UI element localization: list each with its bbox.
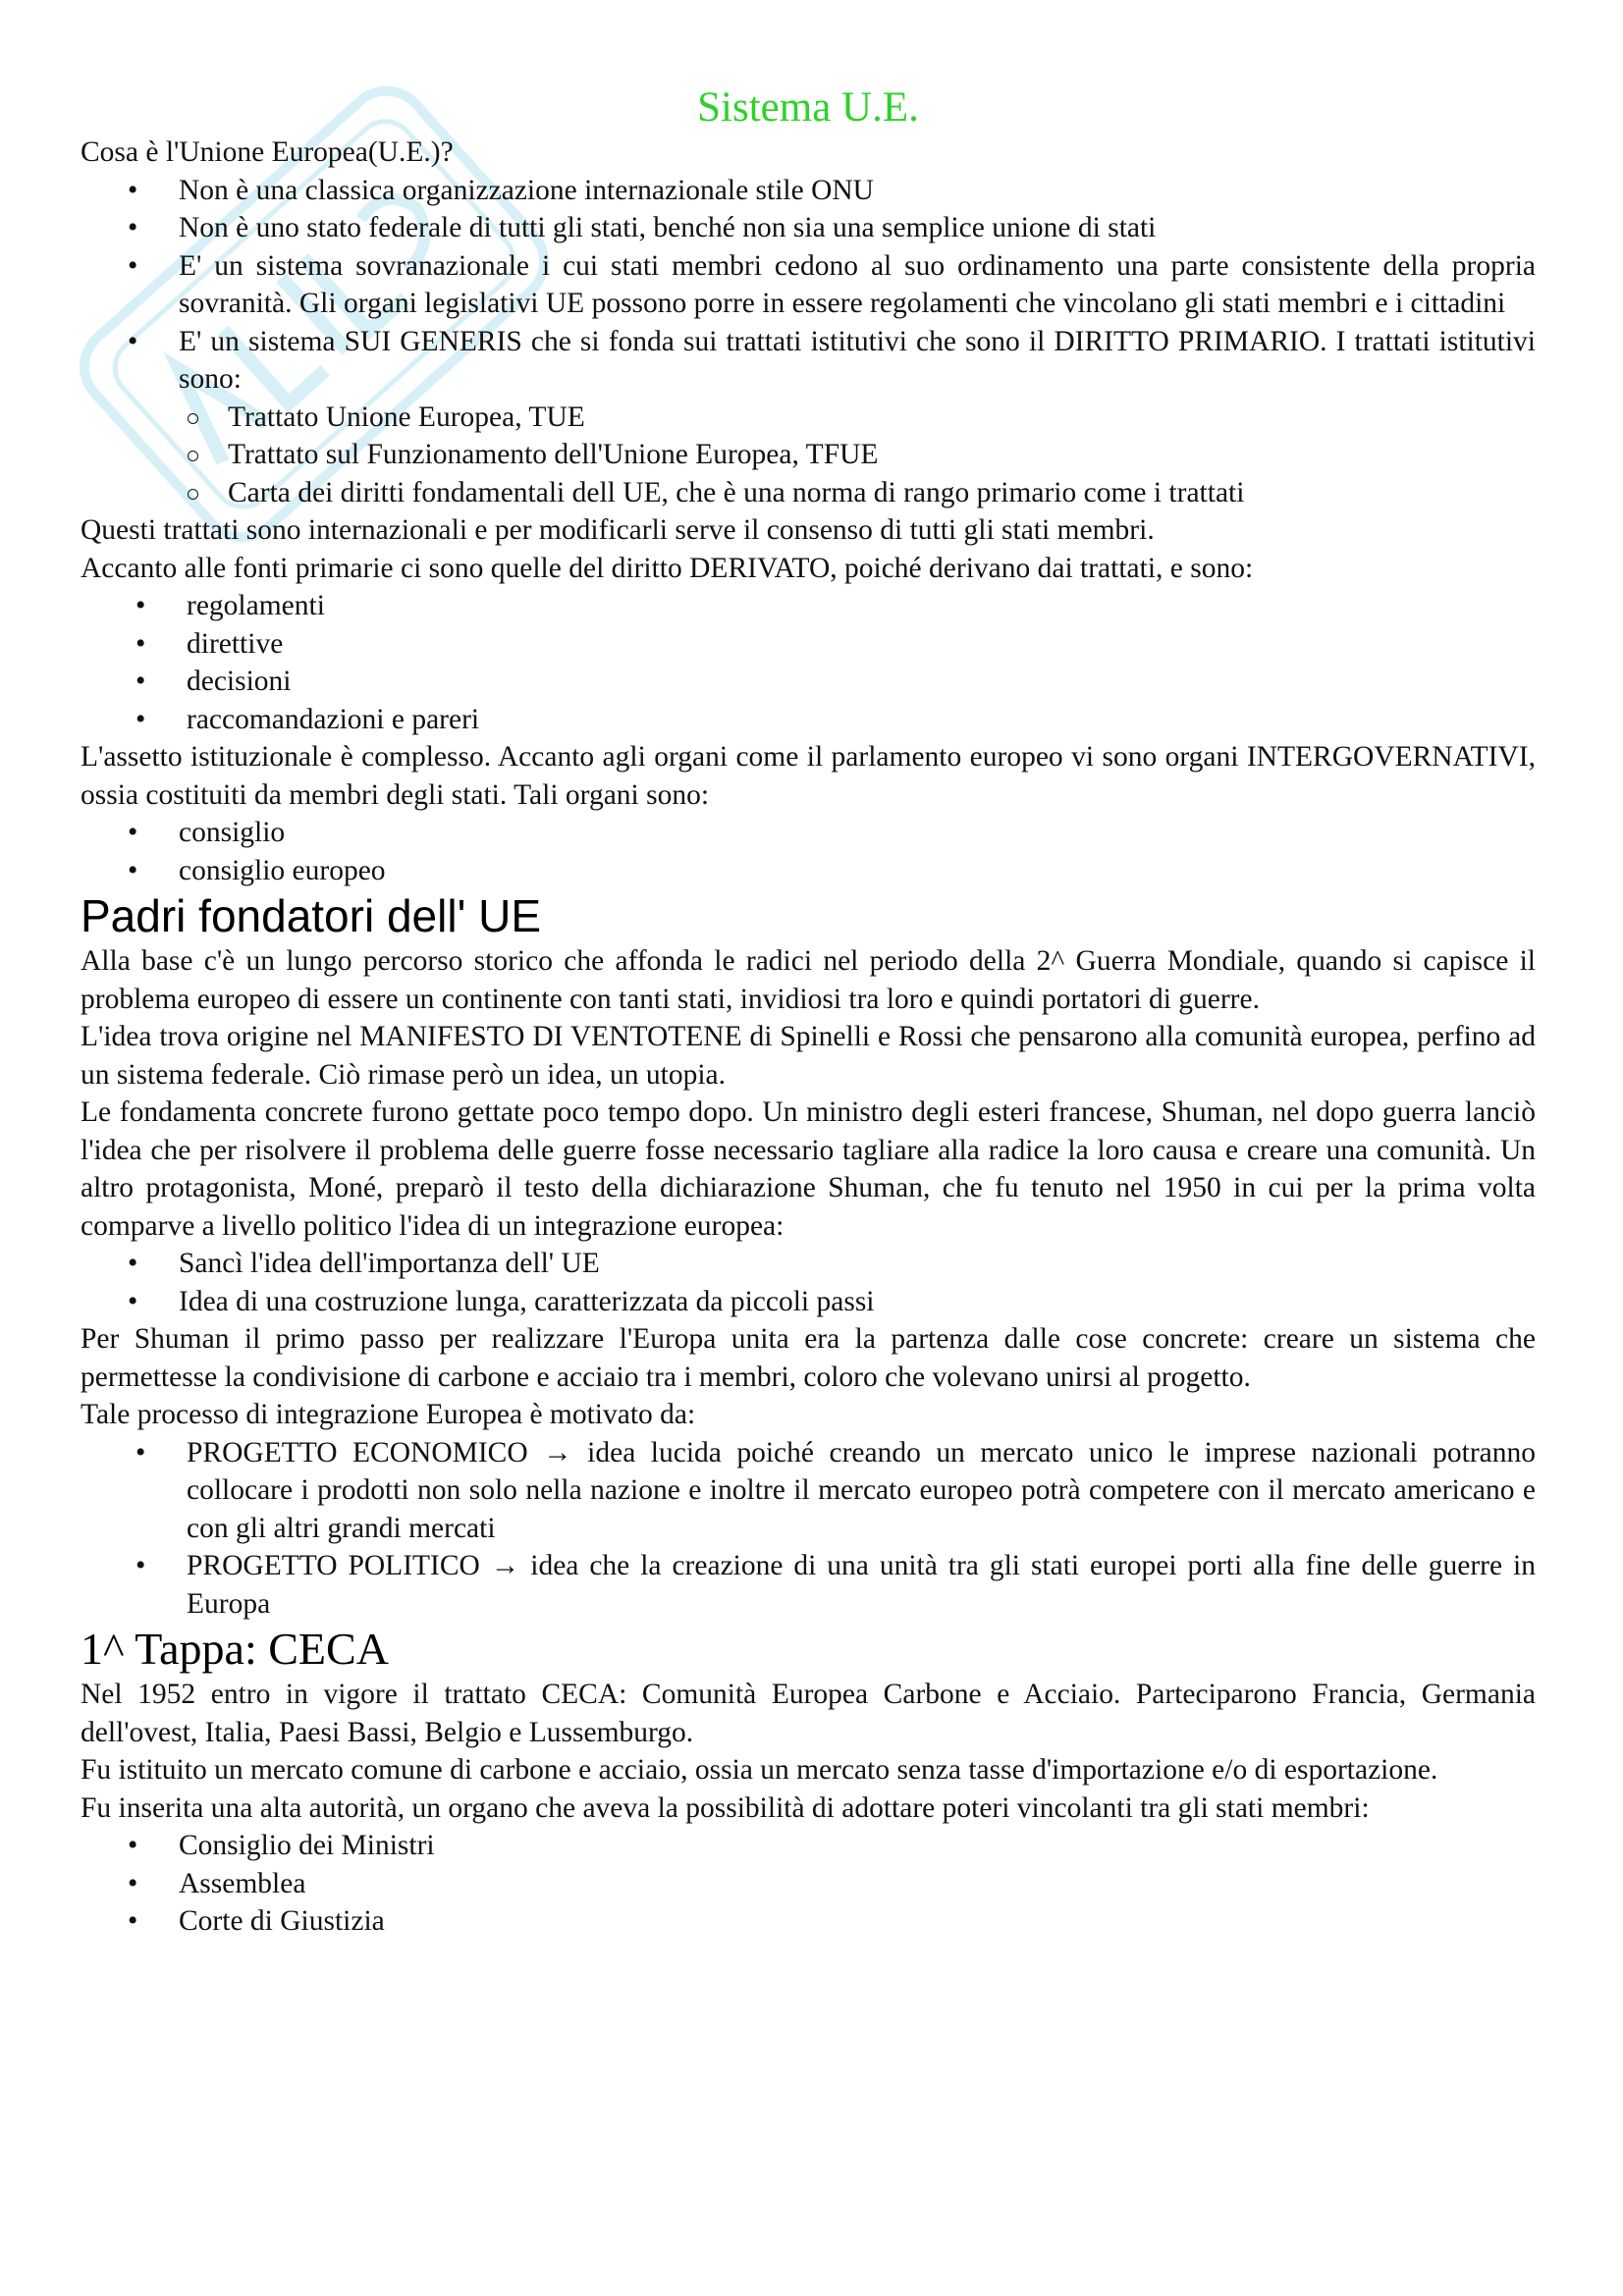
derived-sources-list	[81, 587, 1536, 738]
section-heading-founders: Padri fondatori dell' UE	[81, 890, 542, 941]
list-item: Trattato Unione Europea, TUE	[81, 399, 1536, 437]
intro-bullet-list	[81, 172, 1536, 399]
list-item: • decisioni	[81, 663, 1536, 701]
list-item: • PROGETTO ECONOMICO → idea lucida poiché creando un mercato unico le imprese nazionali potranno collocare i prodotti non solo nella nazione e inoltre il mercato europeo potrà competere con il mercato americano e con gli altri grandi mercati	[81, 1434, 1536, 1548]
paragraph: L'assetto istituzionale è complesso. Accanto agli organi come il parlamento europeo vi sono organi INTERGOVERNATIVI, ossia costituiti da membri degli stati. Tali organi sono:	[81, 741, 1536, 811]
ceca-organs-list	[81, 1827, 1536, 1941]
list-item: • Assemblea	[81, 1865, 1536, 1903]
motives-list	[81, 1434, 1536, 1624]
list-item: • Consiglio dei Ministri	[81, 1827, 1536, 1865]
list-item: Carta dei diritti fondamentali dell UE, che è una norma di rango primario come i trattati	[81, 474, 1536, 512]
founders-bullet-list	[81, 1245, 1536, 1320]
treaty-sub-list	[81, 399, 1536, 512]
list-item: • raccomandazioni e pareri	[81, 701, 1536, 739]
paragraph: Accanto alle fonti primarie ci sono quelle del diritto DERIVATO, poiché derivano dai trattati, e sono:	[81, 552, 1254, 584]
paragraph: L'idea trova origine nel MANIFESTO DI VENTOTENE di Spinelli e Rossi che pensarono alla comunità europea, perfino ad un sistema federale. Ciò rimase però un idea, un utopia.	[81, 1021, 1536, 1091]
document-page	[81, 82, 1536, 1941]
list-item: • regolamenti	[81, 587, 1536, 625]
paragraph: Tale processo di integrazione Europea è motivato da:	[81, 1399, 696, 1430]
list-item: • Corte di Giustizia	[81, 1902, 1536, 1941]
list-item: Trattato sul Funzionamento dell'Unione Europea, TFUE	[81, 436, 1536, 474]
list-item: • PROGETTO POLITICO → idea che la creazione di una unità tra gli stati europei porti alla fine delle guerre in Europa	[81, 1547, 1536, 1623]
list-item: • Non è una classica organizzazione internazionale stile ONU	[81, 172, 1536, 210]
list-item: • Sancì l'idea dell'importanza dell' UE	[81, 1245, 1536, 1283]
paragraph: Le fondamenta concrete furono gettate poco tempo dopo. Un ministro degli esteri francese, Shuman, nel dopo guerra lanciò l'idea che per risolvere il problema delle guerre fosse necessario tagliare alla radice la loro causa e creare una comunità. Un altro protagonista, Moné, preparò il testo della dichiarazione Shuman, che fu tenuto nel 1950 in cui per la prima volta comparve a livello politico l'idea di un integrazione europea:	[81, 1096, 1536, 1242]
paragraph: Fu inserita una alta autorità, un organo che aveva la possibilità di adottare poteri vincolanti tra gli stati membri:	[81, 1791, 1370, 1824]
list-item: • consiglio europeo	[81, 852, 1536, 890]
paragraph: Per Shuman il primo passo per realizzare l'Europa unita era la partenza dalle cose concrete: creare un sistema che permettesse la condivisione di carbone e acciaio tra i membri, coloro che volevano unirsi al progetto.	[81, 1323, 1536, 1393]
list-item: • Non è uno stato federale di tutti gli stati, benché non sia una semplice unione di stati	[81, 209, 1536, 247]
document-title: Sistema U.E.	[697, 84, 919, 131]
list-item: • E' un sistema sovranazionale i cui stati membri cedono al suo ordinamento una parte consistente della propria sovranità. Gli organi legislativi UE possono porre in essere regolamenti che vincolano gli stati membri e i cittadini	[81, 247, 1536, 323]
list-item: • Idea di una costruzione lunga, caratterizzata da piccoli passi	[81, 1283, 1536, 1321]
list-item: • consiglio	[81, 814, 1536, 852]
list-item: • direttive	[81, 625, 1536, 664]
list-item: • E' un sistema SUI GENERIS che si fonda sui trattati istitutivi che sono il DIRITTO PRIMARIO. I trattati istitutivi sono:	[81, 323, 1536, 399]
intro-question: Cosa è l'Unione Europea(U.E.)?	[81, 136, 454, 168]
paragraph: Fu istituito un mercato comune di carbone e acciaio, ossia un mercato senza tasse d'importazione e/o di esportazione.	[81, 1754, 1438, 1786]
paragraph: Nel 1952 entro in vigore il trattato CECA: Comunità Europea Carbone e Acciaio. Parteciparono Francia, Germania dell'ovest, Italia, Paesi Bassi, Belgio e Lussemburgo.	[81, 1679, 1536, 1748]
intergov-organs-list	[81, 814, 1536, 889]
paragraph: Questi trattati sono internazionali e per modificarli serve il consenso di tutti gli stati membri.	[81, 514, 1155, 546]
section-heading-ceca: 1^ Tappa: CECA	[81, 1624, 389, 1674]
paragraph: Alla base c'è un lungo percorso storico che affonda le radici nel periodo della 2^ Guerra Mondiale, quando si capisce il problema europeo di essere un continente con tanti stati, invidiosi tra loro e quindi portatori di guerre.	[81, 945, 1536, 1015]
